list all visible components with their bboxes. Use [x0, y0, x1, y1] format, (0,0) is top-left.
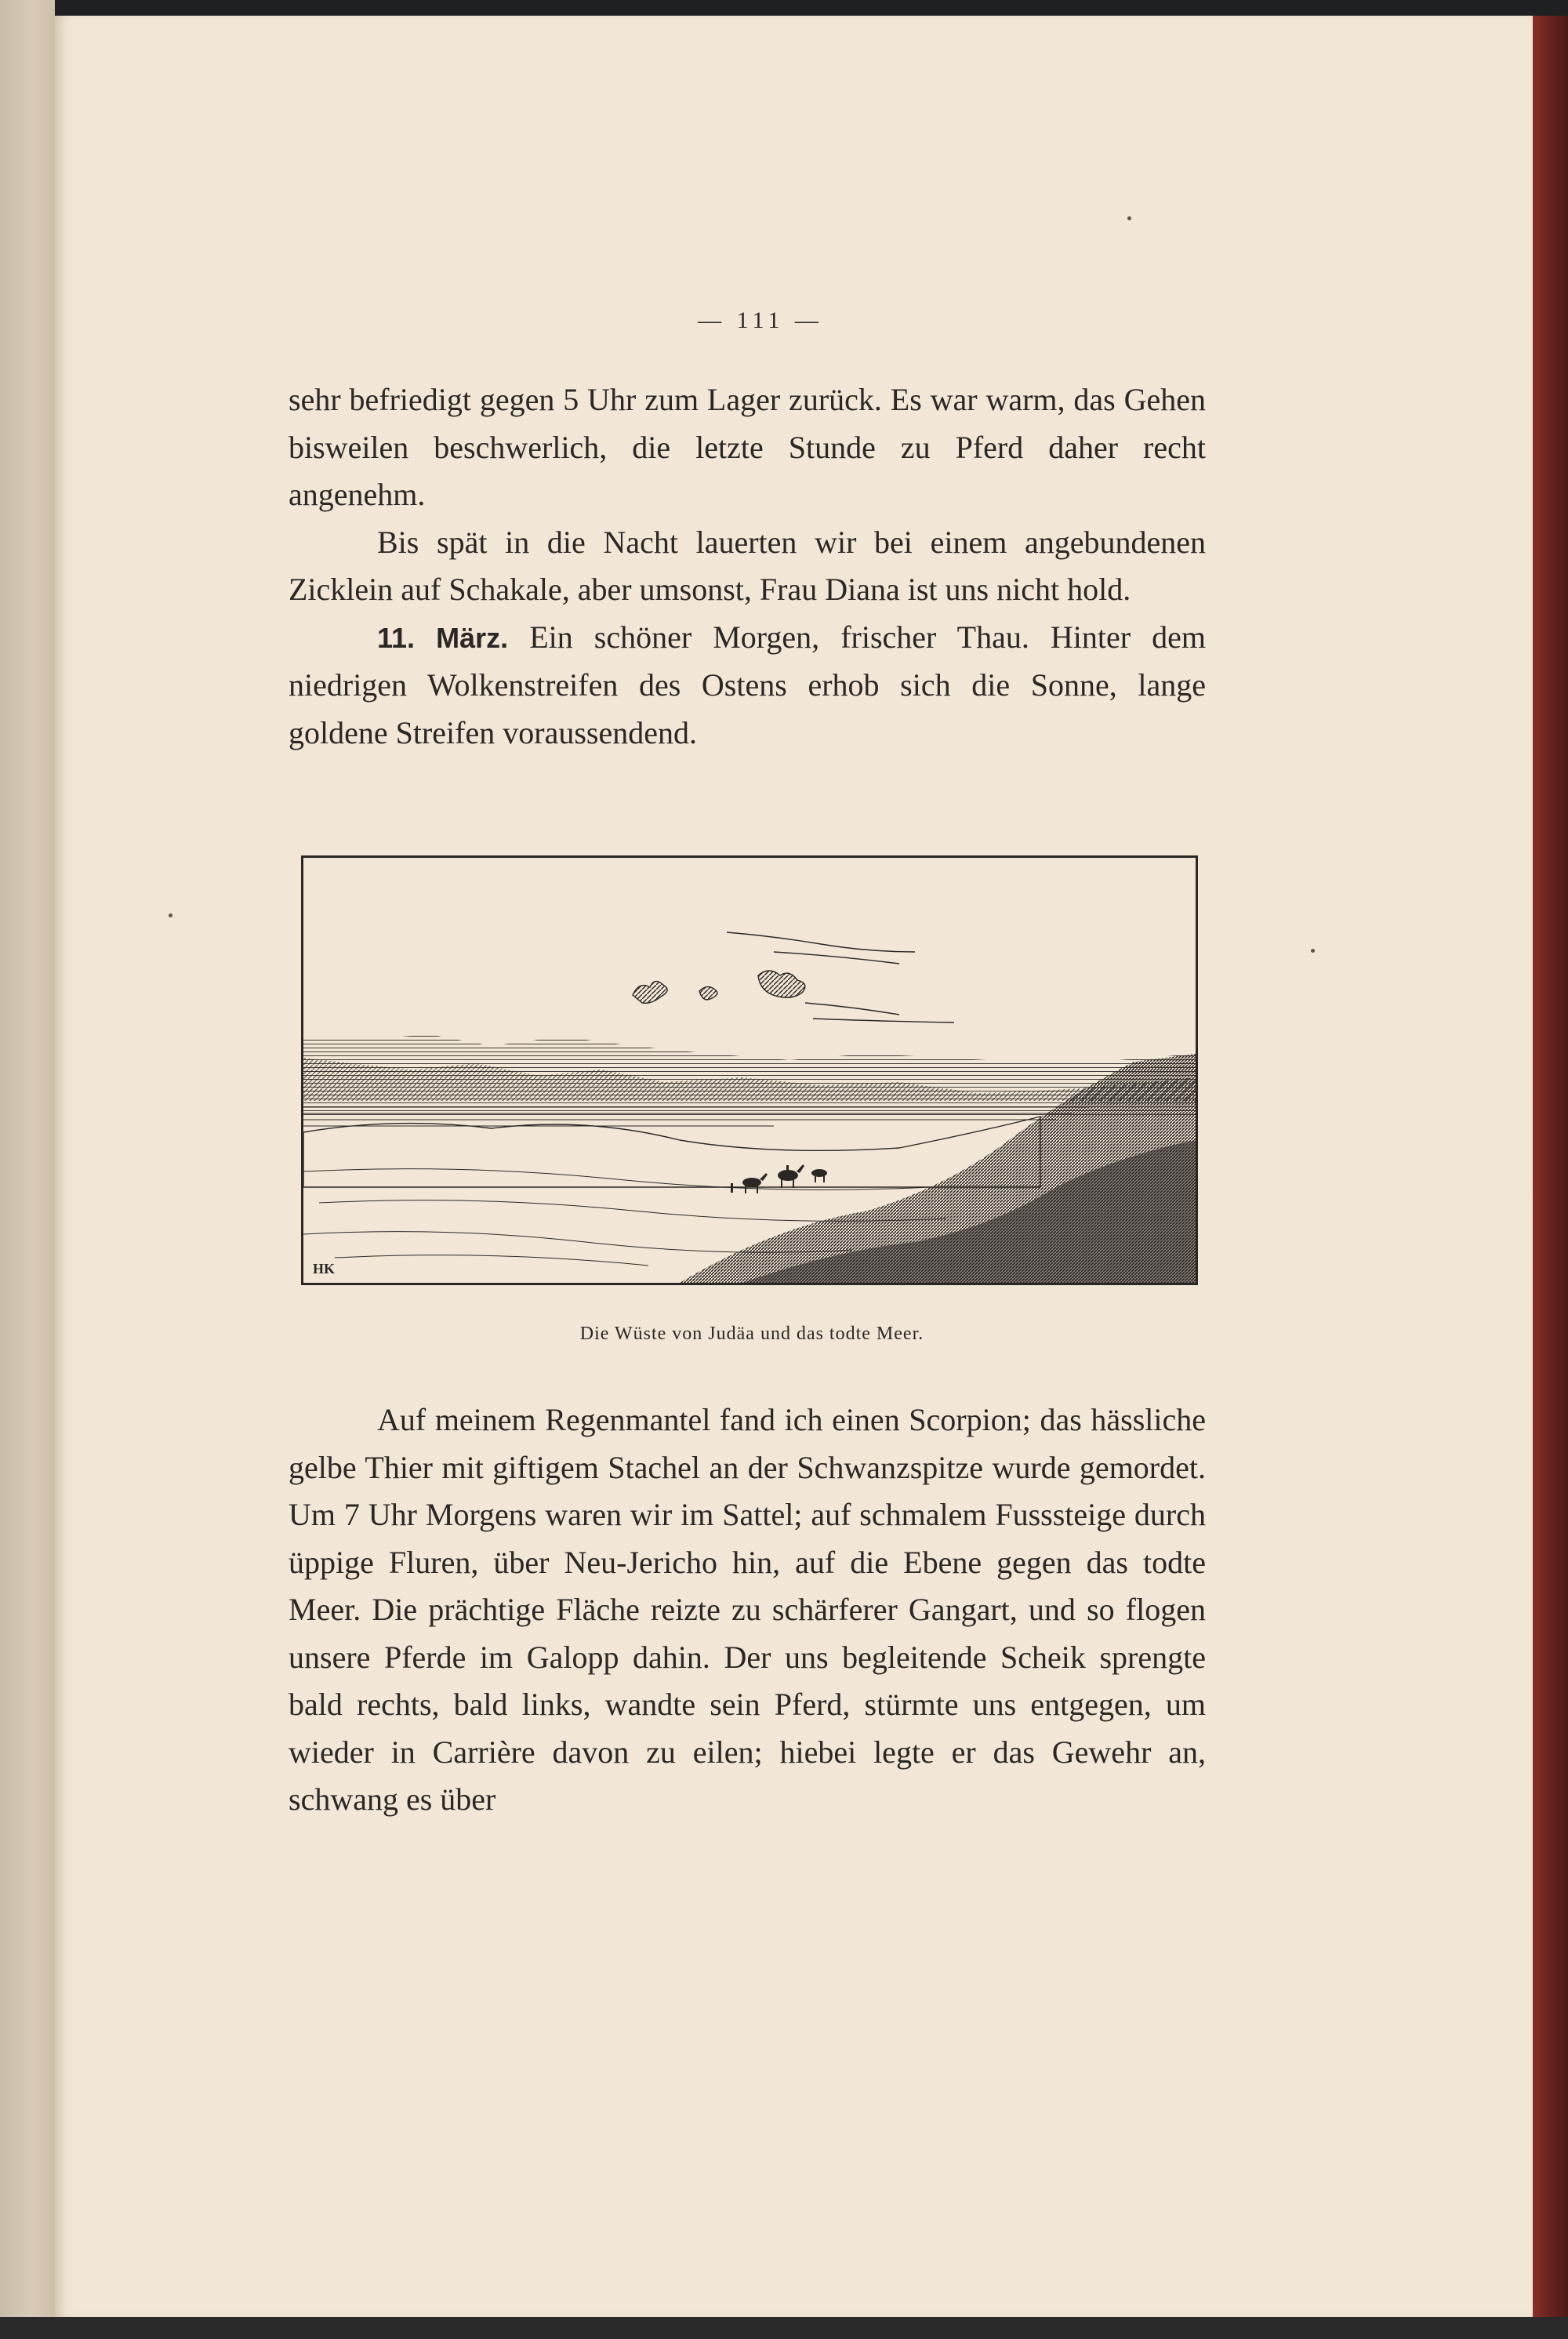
- text-block-lower: [289, 1396, 1206, 1824]
- foxing-spot: [1311, 949, 1315, 953]
- entry-date: 11. März.: [377, 621, 509, 654]
- diary-entry: [289, 614, 1206, 757]
- illustration-dead-sea: [301, 855, 1198, 1285]
- entry-text: Ein schöner Morgen, frischer Thau. Hinter dem niedrigen Wolkenstreifen des Ostens erhob sich die Sonne, lange goldene Streifen voraussendend.: [289, 619, 1206, 750]
- bottom-scan-margin: [0, 2317, 1568, 2339]
- foxing-spot: [169, 913, 172, 917]
- page-number: — 111 —: [698, 307, 823, 333]
- left-cover-board: [0, 0, 55, 2339]
- paragraph: Bis spät in die Nacht lauerten wir bei einem angebundenen Zicklein auf Schakale, aber umsonst, Frau Diana ist uns nicht hold.: [289, 524, 1206, 607]
- text-block-upper: [289, 376, 1206, 757]
- clouds: [633, 932, 954, 1022]
- figure-caption: Die Wüste von Judäa und das todte Meer.: [579, 1324, 924, 1344]
- artist-monogram: HK: [313, 1261, 336, 1277]
- foxing-spot: [1127, 216, 1131, 220]
- paragraph: Auf meinem Regenmantel fand ich einen Scorpion; das hässliche gelbe Thier mit giftigem Stachel an der Schwanzspitze wurde gemordet. Um 7 Uhr Morgens waren wir im Sattel; auf schmalem Fusssteige durch üppige Fluren, über Neu-Jericho hin, auf die Ebene gegen das todte Meer. Die prächtige Fläche reizte zu schärferer Gangart, und so flogen unsere Pferde im Galopp dahin. Der uns begleitende Scheik sprengte bald rechts, bald links, wandte sein Pferd, stürmte uns entgegen, um wieder in Carrière davon zu eilen; hiebei legte er das Gewehr an, schwang es über: [289, 1402, 1206, 1817]
- engraving-landscape: [303, 858, 1196, 1283]
- right-page-edges: [1533, 16, 1568, 2317]
- paragraph: sehr befriedigt gegen 5 Uhr zum Lager zurück. Es war warm, das Gehen bisweilen beschwerlich, die letzte Stunde zu Pferd daher recht angenehm.: [289, 382, 1206, 512]
